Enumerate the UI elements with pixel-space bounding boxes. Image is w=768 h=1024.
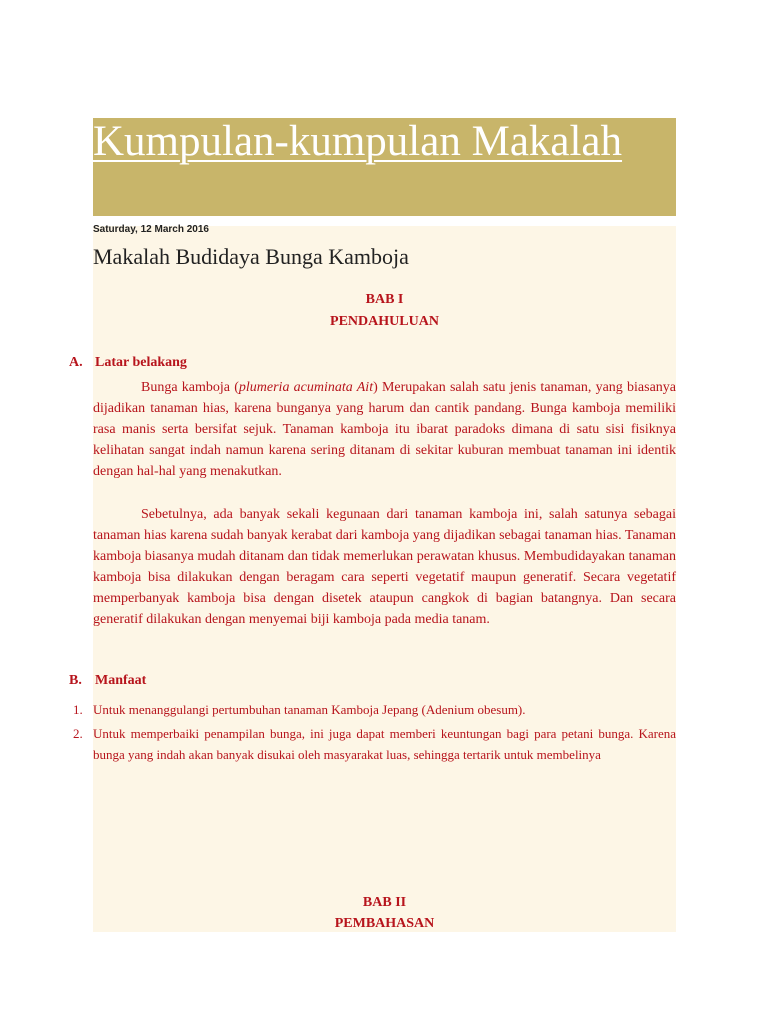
benefit-list-item bbox=[73, 723, 676, 765]
para1-suffix: ) Merupakan salah satu jenis tanaman, yang biasanya dijadikan tanaman hias, karena bunganya yang harum dan cantik pandang. Bunga kamboja memiliki rasa manis serta bersifat sejuk. Tanaman kamboja itu ibarat paradoks dimana di satu sisi fisiknya kelihatan sangat indah namun karena sering ditanam di sekitar kuburan membuat tanaman ini identik dengan hal-hal yang menakutkan. bbox=[93, 380, 677, 480]
para1-prefix: Bunga kamboja ( bbox=[141, 380, 239, 395]
section-a-letter: A. bbox=[69, 355, 83, 370]
list-text: Untuk memperbaiki penampilan bunga, ini juga dapat memberi keuntungan bagi para petani bunga. Karena bunga yang indah akan banyak disukai oleh masyarakat luas, sehingga tertarik untuk membelinya bbox=[93, 726, 676, 762]
chapter-1-title: PENDAHULUAN bbox=[330, 314, 439, 329]
chapter-1-label: BAB I bbox=[365, 292, 404, 307]
section-a-heading bbox=[69, 355, 187, 371]
para1-scientific-name: plumeria acuminata Ait bbox=[238, 380, 374, 395]
list-text: Untuk menanggulangi pertumbuhan tanaman Kamboja Jepang (Adenium obesum). bbox=[93, 702, 526, 717]
post-date: Saturday, 12 March 2016 bbox=[93, 224, 209, 235]
section-a-title: Latar belakang bbox=[95, 355, 187, 370]
section-a-paragraph-1 bbox=[93, 377, 676, 482]
list-number: 1. bbox=[73, 702, 83, 717]
section-a-paragraph-2: Sebetulnya, ada banyak sekali kegunaan dari tanaman kamboja ini, salah satunya sebagai tanaman hias karena sudah banyak kerabat dari kamboja yang dijadikan sebagai tanaman hias. Tanaman kamboja biasanya mudah ditanam dan tidak memerlukan perawatan khusus. Membudidayakan tanaman kamboja bisa dilakukan dengan beragam cara seperti vegetatif maupun generatif. Secara vegetatif memperbanyak kamboja bisa dengan disetek ataupun cangkok di bagian batangnya. Dan secara generatif dilakukan dengan menyemai biji kamboja pada media tanam. bbox=[93, 507, 676, 628]
blog-title-link[interactable]: Kumpulan-kumpulan Makalah bbox=[93, 118, 623, 165]
section-b-letter: B. bbox=[69, 673, 82, 688]
section-b-heading bbox=[69, 673, 146, 689]
chapter-2-title: PEMBAHASAN bbox=[334, 916, 435, 931]
chapter-2-label: BAB II bbox=[362, 895, 407, 910]
section-b-title: Manfaat bbox=[95, 673, 147, 688]
post-title-link[interactable]: Makalah Budidaya Bunga Kamboja bbox=[93, 244, 409, 269]
list-number: 2. bbox=[73, 726, 83, 741]
benefit-list-item bbox=[73, 699, 676, 720]
